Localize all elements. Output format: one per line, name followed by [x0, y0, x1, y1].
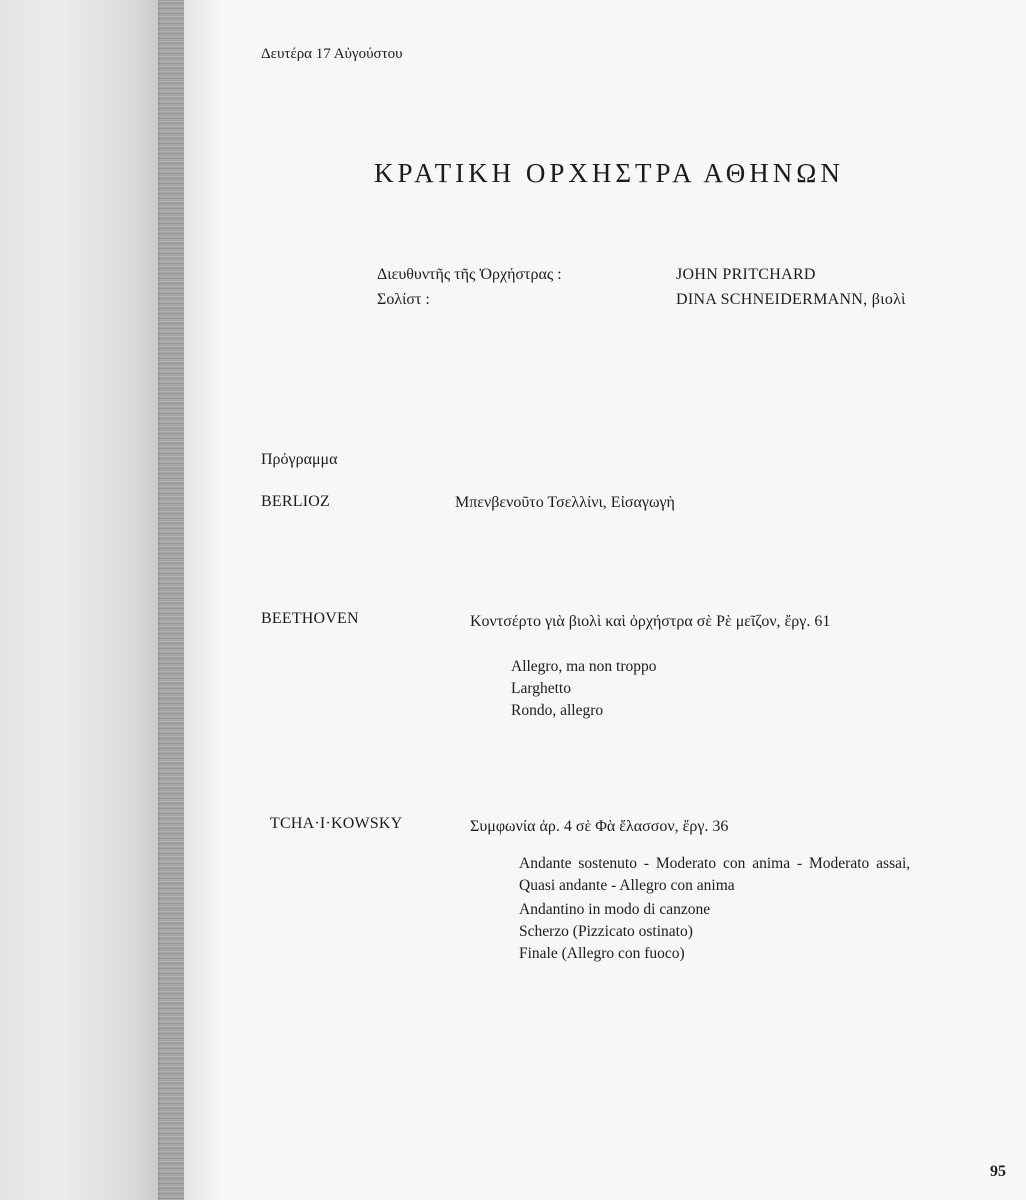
movement-item: Allegro, ma non troppo: [511, 658, 657, 675]
composer-berlioz: BERLIOZ: [261, 493, 330, 510]
movement-item: Larghetto: [511, 680, 571, 697]
work-berlioz: Μπενβενοῦτο Τσελλίνι, Εἰσαγωγὴ: [455, 494, 675, 511]
soloist-name: DINA SCHNEIDERMANN, βιολὶ: [676, 291, 906, 308]
conductor-label: Διευθυντῆς τῆς Ὀρχήστρας :: [377, 266, 562, 283]
page-number: 95: [990, 1163, 1006, 1180]
soloist-label: Σολίστ :: [377, 291, 430, 308]
movement-item: Andantino in modo di canzone: [519, 901, 711, 918]
movement-item: Rondo, allegro: [511, 702, 604, 719]
composer-beethoven: BEETHOVEN: [261, 610, 359, 627]
composer-tchaikovsky: TCHA·I·KOWSKY: [270, 815, 403, 832]
orchestra-title: ΚΡΑΤΙΚΗ ΟΡΧΗΣΤΡΑ ΑΘΗΝΩΝ: [374, 158, 844, 188]
book-spine: [158, 0, 184, 1200]
program-heading: Πρόγραμμα: [261, 451, 338, 468]
concert-date: Δευτέρα 17 Αὐγούστου: [261, 46, 403, 62]
movement-item: Quasi andante - Allegro con anima: [519, 877, 735, 894]
adjacent-page-edge: [0, 0, 160, 1200]
work-beethoven: Κοντσέρτο γιὰ βιολὶ καὶ ὀρχήστρα σὲ Ρὲ μεῖζον, ἔργ. 61: [470, 613, 831, 630]
work-tchaikovsky: Συμφωνία ἀρ. 4 σὲ Φὰ ἔλασσον, ἔργ. 36: [470, 818, 729, 835]
program-page: [184, 0, 1026, 1200]
conductor-name: JOHN PRITCHARD: [676, 266, 816, 283]
movement-item: Scherzo (Pizzicato ostinato): [519, 923, 693, 940]
movement-item: Andante sostenuto - Moderato con anima - Moderato assai,: [519, 855, 911, 872]
movement-item: Finale (Allegro con fuoco): [519, 945, 685, 962]
